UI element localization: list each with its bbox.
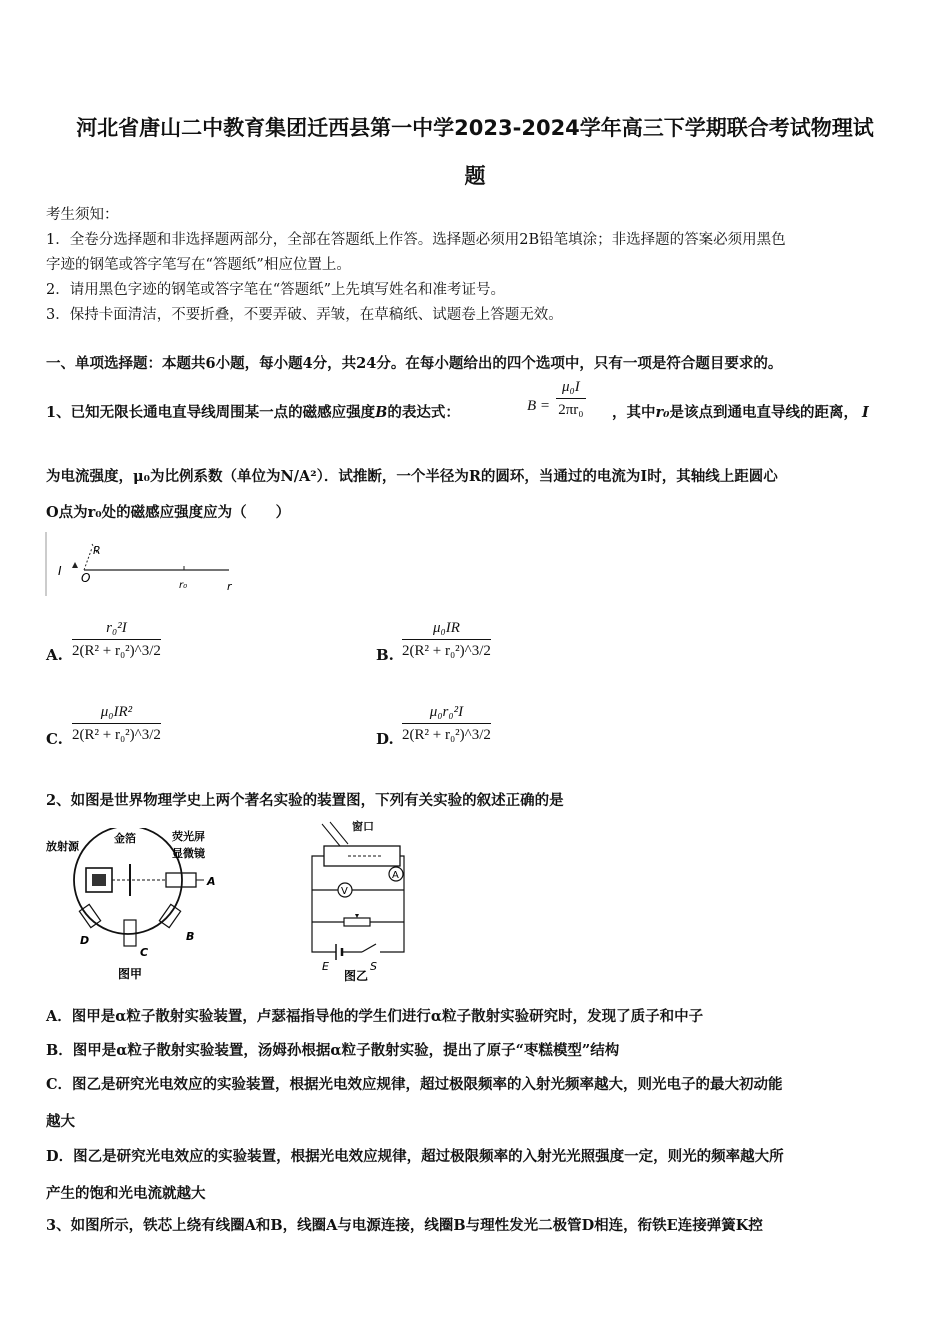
q1-line1-tail: ，其中r₀是该点到通电直导线的距离， I <box>612 404 869 421</box>
q1-label-r: r <box>227 580 232 593</box>
figa-microscope-b <box>159 904 180 927</box>
notice-heading: 考生须知： <box>46 207 119 223</box>
figa-label-a: A <box>207 875 216 888</box>
figa-label-microscope: 显微镜 <box>172 847 205 860</box>
q1-line2: 为电流强度，μ₀为比例系数（单位为N/A²）．试推断，一个半径为R的圆环，当通过的电流为I时，其轴线上距圆心 <box>46 468 778 485</box>
figa-label-foil: 金箔 <box>114 832 136 845</box>
q2-figure-b <box>300 818 420 983</box>
figb-rheostat <box>344 918 370 926</box>
figb-light-ray-2 <box>330 822 348 844</box>
q1-label-O: O <box>81 571 91 585</box>
q1-option-d-label: D. <box>376 730 394 748</box>
notice-item-3: 3．保持卡面清洁，不要折叠，不要弄破、弄皱，在草稿纸、试题卷上答题无效。 <box>46 307 563 323</box>
q1-formula-lhs: B = <box>527 398 551 414</box>
q1-line3: O点为r₀处的磁感应强度应为（ ） <box>46 504 291 521</box>
figa-label-c: C <box>140 946 149 959</box>
q1-option-a-label: A. <box>46 646 63 664</box>
figa-label-screen: 荧光屏 <box>172 830 205 843</box>
notice-item-2: 2．请用黑色字迹的钢笔或答字笔在“答题纸”上先填写姓名和准考证号。 <box>46 282 506 298</box>
q2-option-d-line1: D．图乙是研究光电效应的实验装置，根据光电效应规律，超过极限频率的入射光光照强度一定，则光的频率越大所 <box>46 1148 784 1165</box>
figb-light-ray-1 <box>322 824 340 846</box>
figa-label-b: B <box>186 930 195 943</box>
q1-current-arrow <box>72 562 78 568</box>
q2-option-c-line2: 越大 <box>46 1113 75 1130</box>
q1-radius-line <box>84 548 92 570</box>
figa-label-source: 放射源 <box>46 840 79 853</box>
figb-switch-blade <box>362 944 376 952</box>
figb-label-window: 窗口 <box>352 820 374 833</box>
figb-label-a: A <box>392 870 399 881</box>
q1-option-d-fraction: μ₀r₀²I 2(R² + r₀²)^3/2 <box>402 704 491 743</box>
figb-label-s: S <box>370 960 377 973</box>
q1-option-c-fraction: μ₀IR² 2(R² + r₀²)^3/2 <box>72 704 161 743</box>
q1-option-b-fraction: μ₀IR 2(R² + r₀²)^3/2 <box>402 620 491 659</box>
q2-stem: 2、如图是世界物理学史上两个著名实验的装置图，下列有关实验的叙述正确的是 <box>46 792 564 809</box>
notice-item-1b: 字迹的钢笔或答字笔写在“答题纸”相应位置上。 <box>46 257 351 273</box>
figb-caption: 图乙 <box>344 969 369 983</box>
exam-title-line2: 题 <box>464 164 486 188</box>
q1-option-a-fraction: r₀²I 2(R² + r₀²)^3/2 <box>72 620 161 659</box>
figb-label-e: E <box>322 960 329 973</box>
q2-option-a: A．图甲是α粒子散射实验装置，卢瑟福指导他的学生们进行α粒子散射实验研究时，发现了质子和中子 <box>46 1008 704 1025</box>
q2-figure-a <box>44 828 244 983</box>
q1-label-r0: r₀ <box>179 580 188 591</box>
q1-label-I: I <box>58 564 62 578</box>
q1-label-R: R <box>93 544 101 557</box>
q3-stem: 3、如图所示，铁芯上绕有线圈A和B，线圈A与电源连接，线圈B与理性发光二极管D相连，衔铁E连接弹簧K控 <box>46 1217 763 1234</box>
q1-line1: 1、已知无限长通电直导线周围某一点的磁感应强度B的表达式： <box>46 404 460 421</box>
section-1-heading: 一、单项选择题：本题共6小题，每小题4分，共24分。在每小题给出的四个选项中，只有一项是符合题目要求的。 <box>46 355 783 372</box>
figa-source-core <box>92 874 106 886</box>
q1-figure <box>44 530 244 598</box>
figb-left-wire <box>312 856 336 952</box>
q1-option-c-label: C. <box>46 730 63 748</box>
figb-label-v: V <box>341 886 348 897</box>
exam-title-line1: 河北省唐山二中教育集团迁西县第一中学2023-2024学年高三下学期联合考试物理试 <box>76 116 874 140</box>
q2-option-c-line1: C．图乙是研究光电效应的实验装置，根据光电效应规律，超过极限频率的入射光频率越大，则光电子的最大初动能 <box>46 1076 783 1093</box>
q2-option-d-line2: 产生的饱和光电流就越大 <box>46 1185 206 1202</box>
q1-formula-fraction: μ₀I 2πr₀ <box>556 379 586 419</box>
figa-label-d: D <box>80 934 90 947</box>
q1-option-b-label: B. <box>376 646 394 664</box>
figa-caption: 图甲 <box>118 967 143 981</box>
q2-option-b: B．图甲是α粒子散射实验装置，汤姆孙根据α粒子散射实验，提出了原子“枣糕模型”结构 <box>46 1042 620 1059</box>
notice-item-1a: 1．全卷分选择题和非选择题两部分，全部在答题纸上作答。选择题必须用2B铅笔填涂；非选择题的答案必须用黑色 <box>46 232 786 248</box>
figb-phototube <box>324 846 400 866</box>
